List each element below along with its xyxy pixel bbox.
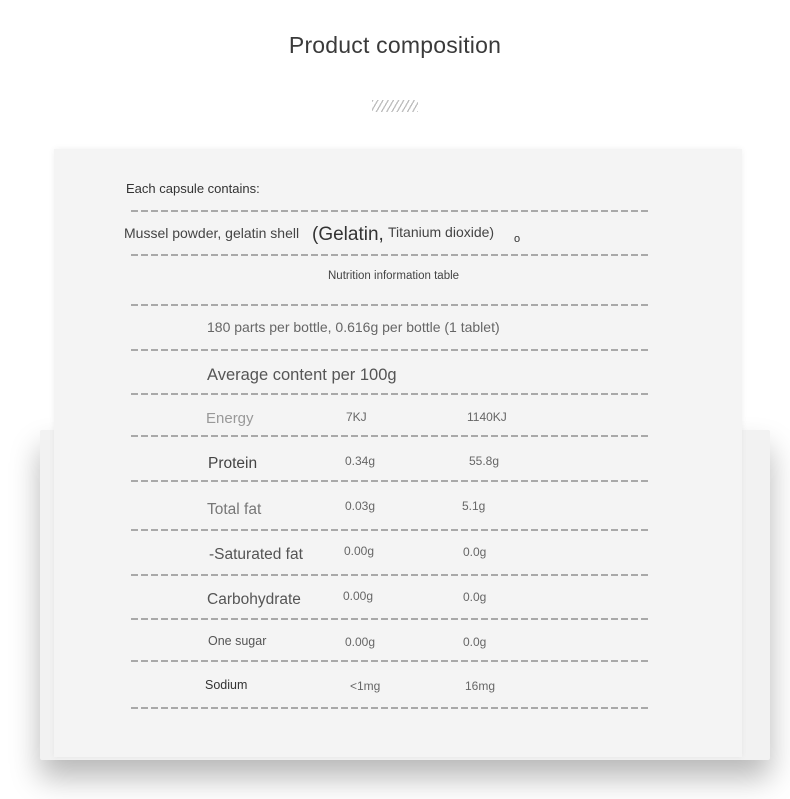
row-name: Energy <box>206 410 254 427</box>
decorative-hatch <box>372 100 418 112</box>
row-per-100g: 1140KJ <box>467 410 507 424</box>
ingredients-titanium: Titanium dioxide) <box>388 224 495 240</box>
row-per-serving: 0.00g <box>344 544 375 558</box>
row-per-100g: 16mg <box>465 679 496 693</box>
divider <box>131 304 649 306</box>
divider <box>131 618 649 620</box>
divider <box>131 435 649 437</box>
row-name: Sodium <box>205 678 248 692</box>
row-per-serving: 0.34g <box>345 454 376 468</box>
divider <box>131 574 649 576</box>
row-per-serving: 0.03g <box>345 499 376 513</box>
row-per-serving: 7KJ <box>346 410 367 424</box>
divider <box>131 254 649 256</box>
average-label: Average content per 100g <box>207 366 397 384</box>
row-per-100g: 5.1g <box>462 499 486 513</box>
ingredients-text: Mussel powder, gelatin shell <box>124 225 300 241</box>
row-per-serving: 0.00g <box>343 589 374 603</box>
page-title: Product composition <box>288 32 502 58</box>
row-name: -Saturated fat <box>209 546 303 563</box>
divider <box>131 349 649 351</box>
contains-label: Each capsule contains: <box>126 181 260 196</box>
row-name: One sugar <box>208 634 267 648</box>
row-per-100g: 0.0g <box>463 590 487 604</box>
row-per-serving: <1mg <box>350 679 381 693</box>
divider <box>131 210 649 212</box>
row-per-100g: 0.0g <box>463 545 487 559</box>
row-name: Total fat <box>207 501 262 518</box>
divider <box>131 529 649 531</box>
divider <box>131 480 649 482</box>
row-per-serving: 0.00g <box>345 635 376 649</box>
divider <box>131 660 649 662</box>
ingredients-mark: o <box>514 233 521 245</box>
divider <box>131 707 649 709</box>
row-name: Carbohydrate <box>207 591 301 608</box>
row-per-100g: 55.8g <box>469 454 500 468</box>
row-name: Protein <box>208 455 258 472</box>
servings-text: 180 parts per bottle, 0.616g per bottle (1 tablet) <box>207 319 500 335</box>
divider <box>131 393 649 395</box>
ingredients-gelatin: (Gelatin, <box>312 224 384 245</box>
row-per-100g: 0.0g <box>463 635 487 649</box>
table-title: Nutrition information table <box>328 270 460 282</box>
